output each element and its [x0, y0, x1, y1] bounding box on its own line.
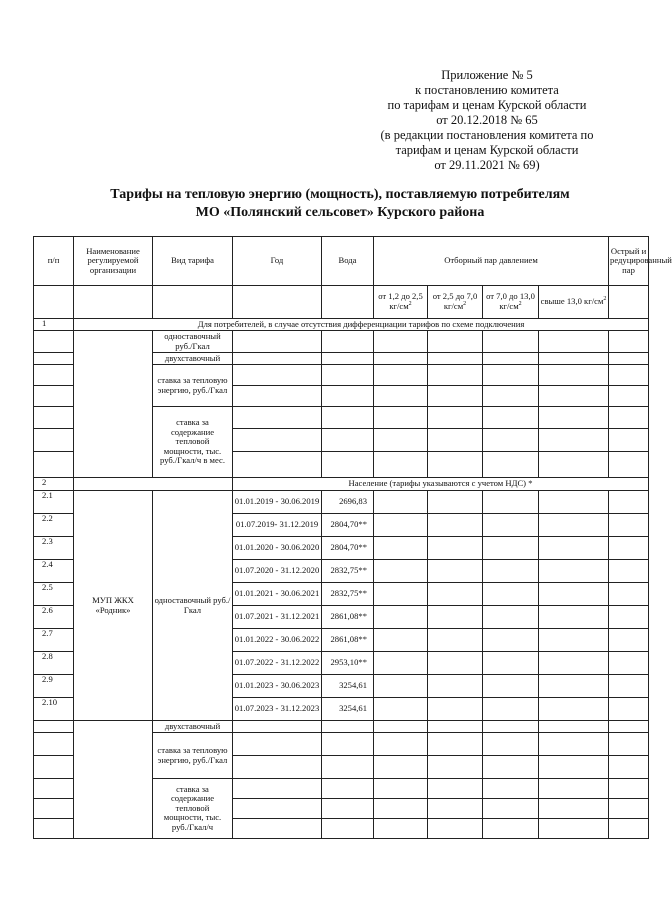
period: 01.07.2023 - 31.12.2023: [233, 698, 322, 721]
appendix-line: Приложение № 5: [441, 68, 533, 82]
tariff-row-label: ставка за содержание тепловой мощности, тыс. руб./Гкал/ч: [153, 779, 233, 839]
water-tariff: 2804,70**: [322, 537, 374, 560]
appendix-line: от 20.12.2018 № 65: [436, 113, 538, 127]
period: 01.01.2020 - 30.06.2020: [233, 537, 322, 560]
water-tariff: 2861,08**: [322, 606, 374, 629]
header-num: п/п: [34, 237, 74, 286]
water-tariff: 2832,75**: [322, 583, 374, 606]
tariff-table: [33, 236, 672, 839]
tariff-row-label: ставка за тепловую энергию, руб./Гкал: [153, 733, 233, 779]
period: 01.01.2019 - 30.06.2019: [233, 491, 322, 514]
row-num: 2.3: [34, 537, 74, 560]
appendix-line: (в редакции постановления комитета по: [380, 128, 594, 142]
tariff-row-label: одноставочный руб./Гкал: [153, 331, 233, 353]
tariff-row-label: двухставочный: [153, 353, 233, 365]
header-live-steam: Острый и редуцированный пар: [609, 237, 649, 286]
header-org: Наименование регулируемой организации: [74, 237, 153, 286]
header-steam: Отборный пар давлением: [374, 237, 609, 286]
appendix-line: к постановлению комитета: [415, 83, 559, 97]
water-tariff: 3254,61: [322, 698, 374, 721]
row-num: 2.8: [34, 652, 74, 675]
water-tariff: 2832,75**: [322, 560, 374, 583]
header-steam-range: от 7,0 до 13,0 $кг/см^2$: [483, 286, 539, 319]
period: 01.01.2023 - 30.06.2023: [233, 675, 322, 698]
water-tariff: 2696,83: [322, 491, 374, 514]
tariff-row-label: ставка за содержание тепловой мощности, тыс. руб./Гкал/ч в мес.: [153, 407, 233, 478]
section-title: Население (тарифы указываются с учетом НДС) *: [233, 478, 649, 491]
appendix-line: по тарифам и ценам Курской области: [387, 98, 587, 112]
appendix-line: от 29.11.2021 № 69): [434, 158, 540, 172]
row-num: 2.10: [34, 698, 74, 721]
row-num: 2.4: [34, 560, 74, 583]
row-num: 2.6: [34, 606, 74, 629]
title-line-1: Тарифы на тепловую энергию (мощность), поставляемую потребителям: [110, 187, 570, 202]
tariff-row-label: ставка за тепловую энергию, руб./Гкал: [153, 365, 233, 407]
section-title: Для потребителей, в случае отсутствия дифференциации тарифов по схеме подключения: [74, 319, 649, 331]
appendix-line: тарифам и ценам Курской области: [395, 143, 579, 157]
tariff-row-label: двухставочный: [153, 721, 233, 733]
header-year: Год: [233, 237, 322, 286]
period: 01.01.2021 - 30.06.2021: [233, 583, 322, 606]
header-steam-range: от 2,5 до 7,0 $кг/см^2$: [428, 286, 483, 319]
header-tariff-type: Вид тарифа: [153, 237, 233, 286]
period: 01.07.2020 - 31.12.2020: [233, 560, 322, 583]
period: 01.07.2019- 31.12.2019: [233, 514, 322, 537]
header-steam-range: от 1,2 до 2,5 $кг/см^2$: [374, 286, 428, 319]
period: 01.01.2022 - 30.06.2022: [233, 629, 322, 652]
water-tariff: 2953,10**: [322, 652, 374, 675]
water-tariff: 2861,08**: [322, 629, 374, 652]
row-num: 2.7: [34, 629, 74, 652]
tariff-type: одноставочный руб./Гкал: [153, 491, 233, 721]
section-num: 2: [34, 478, 74, 491]
water-tariff: 2804,70**: [322, 514, 374, 537]
header-steam-range: свыше 13,0 $кг/см^2$: [539, 286, 609, 319]
period: 01.07.2022 - 31.12.2022: [233, 652, 322, 675]
water-tariff: 3254,61: [322, 675, 374, 698]
title-line-2: МО «Полянский сельсовет» Курского района: [195, 205, 485, 220]
row-num: 2.5: [34, 583, 74, 606]
organization-name: МУП ЖКХ «Родник»: [74, 491, 153, 721]
appendix-block: [362, 68, 612, 173]
header-water: Вода: [322, 237, 374, 286]
row-num: 2.1: [34, 491, 74, 514]
section-num: 1: [34, 319, 74, 331]
period: 01.07.2021 - 31.12.2021: [233, 606, 322, 629]
document-title: [40, 186, 640, 222]
row-num: 2.2: [34, 514, 74, 537]
row-num: 2.9: [34, 675, 74, 698]
